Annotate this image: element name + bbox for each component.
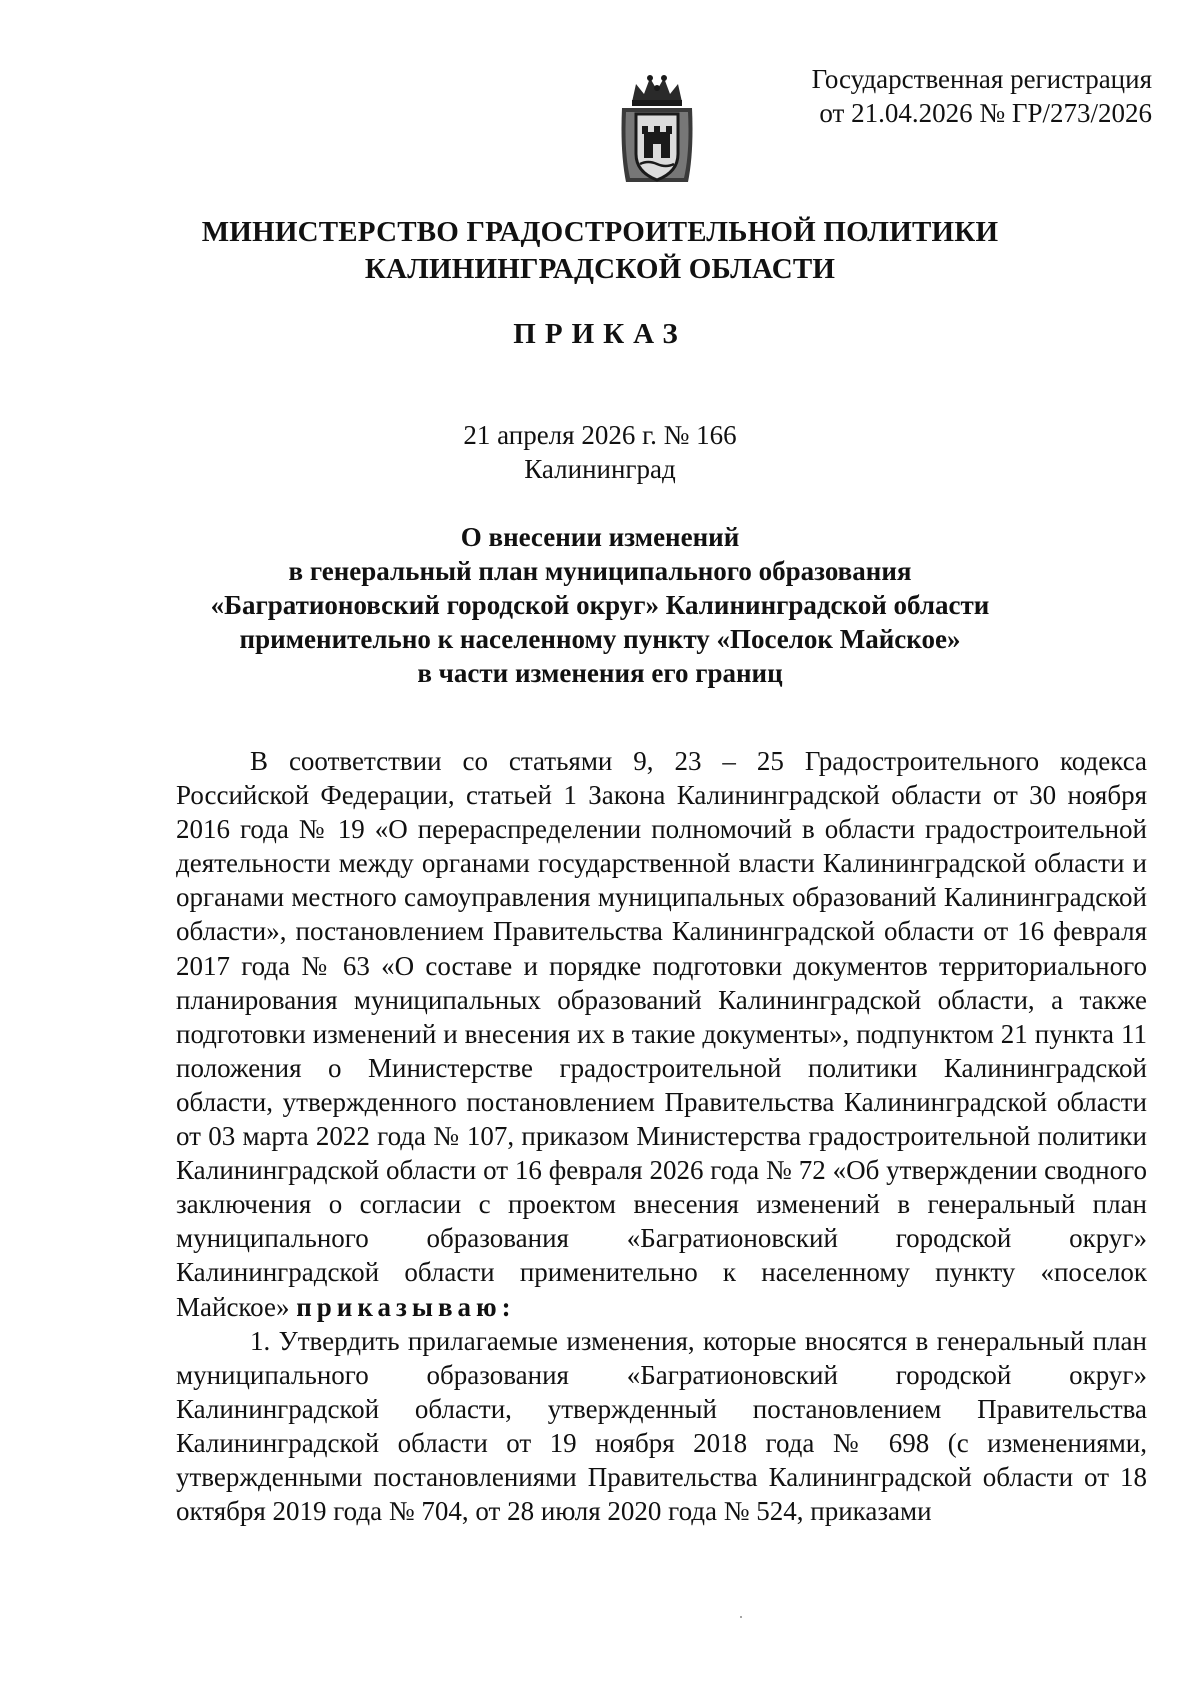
preamble-paragraph xyxy=(176,744,1147,1324)
subject-line-3: «Багратионовский городской округ» Калининградской области xyxy=(210,590,990,620)
preamble-text: В соответствии со статьями 9, 23 – 25 Градостроительного кодекса Российской Федерации, статьей 1 Закона Калининградской области от 30 ноября 2016 года № 19 «О перераспределении полномочий в области градостроительной деятельности между органами государственной власти Калининградской области и органами местного самоуправления муниципальных образований Калининградской области», постановлением Правительства Калининградской области от 16 февраля 2017 года № 63 «О составе и порядке подготовки документов территориального планирования муниципальных образований Калининградской области, а также подготовки изменений и внесения их в такие документы», подпунктом 21 пункта 11 положения о Министерстве градостроительной политики Калининградской области, утвержденного постановлением Правительства Калининградской области от 03 марта 2022 года № 107, приказом Министерства градостроительной политики Калининградской области от 16 февраля 2026 года № 72 «Об утверждении сводного заключения о согласии с проектом внесения изменений в генеральный план муниципального образования «Багратионовский городской округ» Калининградской области применительно к населенному пункту «поселок Майское» xyxy=(176,746,1147,1322)
order-city: Калининград xyxy=(524,454,676,484)
subject-line-5: в части изменения его границ xyxy=(417,658,783,688)
ministry-name xyxy=(0,214,1200,288)
order-date-number: 21 апреля 2026 г. № 166 xyxy=(463,420,737,450)
coat-of-arms-icon xyxy=(618,72,696,192)
document-type-title: ПРИКАЗ xyxy=(513,318,687,350)
registration-stamp xyxy=(812,62,1152,130)
registration-line-1: Государственная регистрация xyxy=(811,64,1152,94)
order-subject xyxy=(0,520,1200,690)
subject-line-2: в генеральный план муниципального образования xyxy=(288,556,912,586)
order-body xyxy=(176,744,1147,1528)
order-directive-word: приказываю: xyxy=(296,1291,516,1322)
order-date-place xyxy=(0,418,1200,486)
registration-line-2: от 21.04.2026 № ГР/273/2026 xyxy=(819,98,1152,128)
subject-line-1: О внесении изменений xyxy=(460,522,740,552)
item-1-paragraph: 1. Утвердить прилагаемые изменения, которые вносятся в генеральный план муниципального образования «Багратионовский городской округ» Калининградской области, утвержденный постановлением Правительства Калининградской области от 19 ноября 2018 года № 698 (с изменениями, утвержденными постановлениями Правительства Калининградской области от 18 октября 2019 года № 704, от 28 июля 2020 года № 524, приказами xyxy=(176,1325,1147,1527)
subject-line-4: применительно к населенному пункту «Поселок Майское» xyxy=(239,624,961,654)
ministry-name-line-1: МИНИСТЕРСТВО ГРАДОСТРОИТЕЛЬНОЙ ПОЛИТИКИ xyxy=(201,216,999,248)
scan-speck xyxy=(740,1616,742,1618)
ministry-name-line-2: КАЛИНИНГРАДСКОЙ ОБЛАСТИ xyxy=(364,253,836,285)
